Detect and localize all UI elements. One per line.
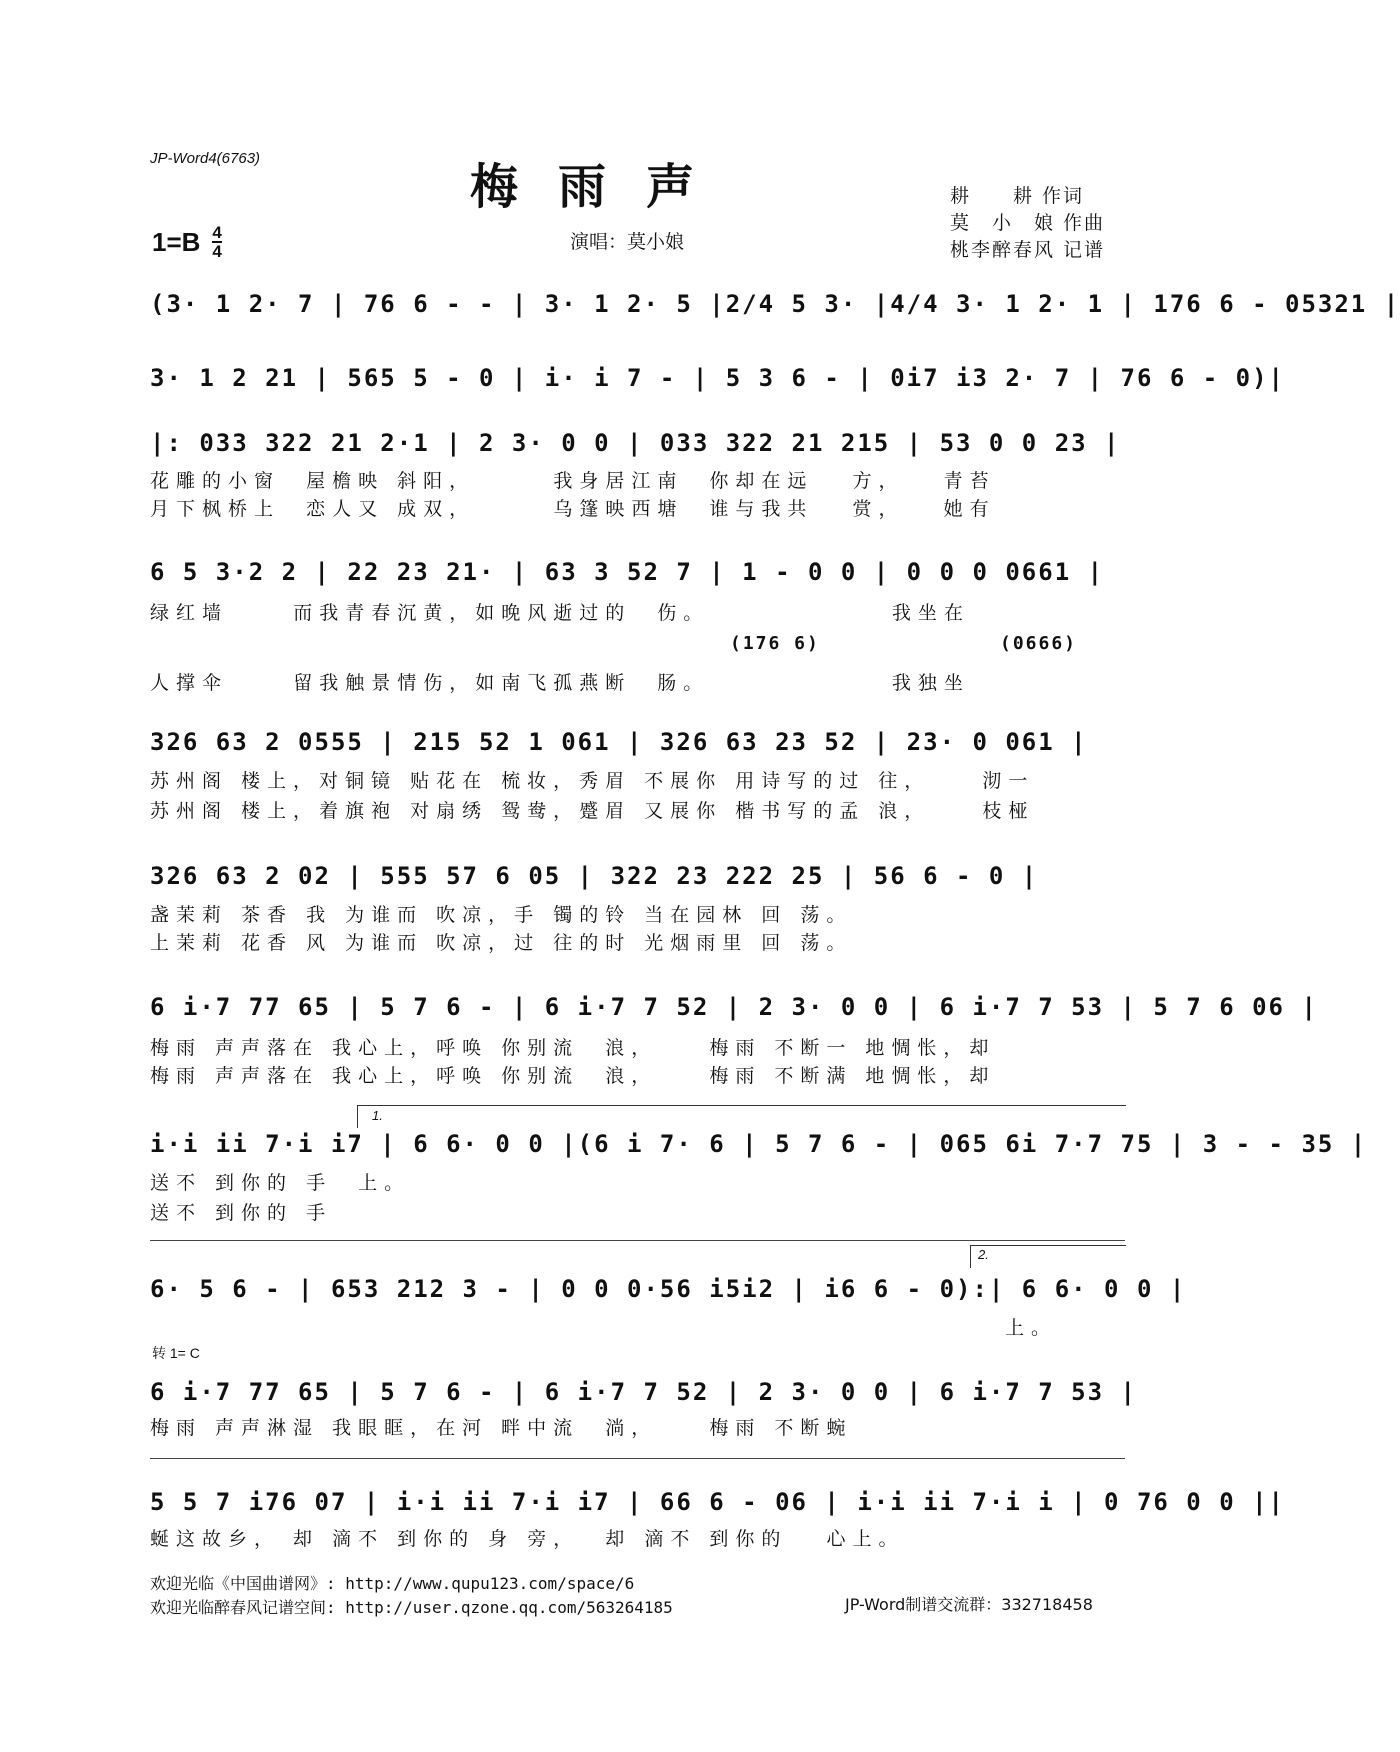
score-line-7: 6 i·7 77 65 | 5 7 6 - | 6 i·7 7 52 | 2 3· 0 0 | 6 i·7 7 53 | 5 7 6 06 | — [150, 993, 1318, 1021]
volta-bracket-1 — [357, 1105, 1126, 1128]
lyric-line-5b: 苏州阁 楼上，着旗袍 对扇绣 鸳鸯，蹙眉 又展你 楷书写的孟 浪， 枝桠 — [150, 800, 1035, 822]
volta-bracket-2 — [970, 1245, 1126, 1268]
time-signature — [212, 224, 221, 260]
software-tag: JP-Word4(6763) — [150, 150, 261, 167]
alt-notes-1: (176 6) — [730, 633, 820, 654]
volta-label-1: 1. — [372, 1108, 383, 1123]
lyric-line-4a: 绿红墙 而我青春沉黄，如晚风逝过的 伤。 我坐在 — [150, 602, 970, 624]
composer-credit: 莫 小 娘 作曲 — [950, 212, 1106, 234]
lyric-line-10: 梅雨 声声淋湿 我眼眶，在河 畔中流 淌， 梅雨 不断蜿 — [150, 1417, 853, 1439]
score-line-3: |: 033 322 21 2·1 | 2 3· 0 0 | 033 322 21 215 | 53 0 0 23 | — [150, 429, 1121, 457]
lyricist-credit: 耕 耕 作词 — [950, 185, 1085, 207]
score-line-6: 326 63 2 02 | 555 57 6 05 | 322 23 222 25 | 56 6 - 0 | — [150, 862, 1039, 890]
score-line-4: 6 5 3·2 2 | 22 23 21· | 63 3 52 7 | 1 - 0 0 | 0 0 0 0661 | — [150, 558, 1105, 586]
singer-credit: 演唱：莫小娘 — [570, 231, 685, 253]
footer-link-2[interactable]: 欢迎光临醉春风记谱空间: http://user.qzone.qq.com/563264185 — [150, 1598, 673, 1617]
time-top: 4 — [212, 223, 222, 242]
score-line-9: 6· 5 6 - | 653 212 3 - | 0 0 0·56 i5i2 | i6 6 - 0):| 6 6· 0 0 | — [150, 1275, 1187, 1303]
staff-divider-2 — [150, 1458, 1125, 1459]
lyric-line-3b: 月下枫桥上 恋人又 成双， 乌篷映西塘 谁与我共 赏， 她有 — [150, 498, 996, 520]
lyric-line-3a: 花雕的小窗 屋檐映 斜阳， 我身居江南 你却在远 方， 青苔 — [150, 470, 996, 492]
lyric-line-8a: 送不 到你的 手 上。 — [150, 1172, 411, 1194]
footer-link-1[interactable]: 欢迎光临《中国曲谱网》: http://www.qupu123.com/space/6 — [150, 1574, 635, 1593]
score-line-1: (3· 1 2· 7 | 76 6 - - | 3· 1 2· 5 |2/4 5 3· |4/4 3· 1 2· 1 | 176 6 - 05321 | — [150, 290, 1400, 318]
lyric-line-11: 蜒这故乡， 却 滴不 到你的 身 旁， 却 滴不 到你的 心上。 — [150, 1528, 905, 1550]
score-line-8: i·i ii 7·i i7 | 6 6· 0 0 |(6 i 7· 6 | 5 7 6 - | 065 6i 7·7 75 | 3 - - 35 | — [150, 1130, 1368, 1158]
lyric-line-6a: 盏茉莉 茶香 我 为谁而 吹凉，手 镯的铃 当在园林 回 荡。 — [150, 904, 853, 926]
lyric-line-6b: 上茉莉 花香 风 为谁而 吹凉，过 往的时 光烟雨里 回 荡。 — [150, 932, 853, 954]
lyric-line-7b: 梅雨 声声落在 我心上，呼唤 你别流 浪， 梅雨 不断满 地惆怅，却 — [150, 1065, 996, 1087]
lyric-line-4b: 人撑伞 留我触景情伤，如南飞孤燕断 肠。 我独坐 — [150, 672, 970, 694]
score-line-11: 5 5 7 i76 07 | i·i ii 7·i i7 | 66 6 - 06 | i·i ii 7·i i | 0 76 0 0 || — [150, 1488, 1285, 1516]
lyric-line-5a: 苏州阁 楼上，对铜镜 贴花在 梳妆，秀眉 不展你 用诗写的过 往， 沏一 — [150, 770, 1035, 792]
transcriber-credit: 桃李醉春风 记谱 — [950, 239, 1106, 261]
score-line-5: 326 63 2 0555 | 215 52 1 061 | 326 63 23 52 | 23· 0 061 | — [150, 728, 1088, 756]
lyric-line-9: 上。 — [1005, 1317, 1058, 1339]
footer-group: JP-Word制谱交流群：332718458 — [845, 1595, 1093, 1614]
time-bottom: 4 — [212, 242, 222, 261]
key-text: 1=B — [152, 226, 201, 257]
lyric-line-8b: 送不 到你的 手 — [150, 1202, 333, 1224]
volta-label-2: 2. — [978, 1247, 989, 1262]
staff-divider-1 — [150, 1240, 1125, 1241]
score-line-2: 3· 1 2 21 | 565 5 - 0 | i· i 7 - | 5 3 6 - | 0i7 i3 2· 7 | 76 6 - 0)| — [150, 364, 1285, 392]
footer-links — [150, 1572, 673, 1620]
song-title: 梅雨声 — [470, 159, 735, 215]
alt-notes-2: (0666) — [1000, 633, 1078, 654]
credits-block — [950, 183, 1105, 264]
key-signature — [152, 224, 222, 260]
modulation-mark: 转 1= C — [152, 1345, 200, 1361]
score-line-10: 6 i·7 77 65 | 5 7 6 - | 6 i·7 7 52 | 2 3· 0 0 | 6 i·7 7 53 | — [150, 1378, 1137, 1406]
lyric-line-7a: 梅雨 声声落在 我心上，呼唤 你别流 浪， 梅雨 不断一 地惆怅，却 — [150, 1037, 996, 1059]
